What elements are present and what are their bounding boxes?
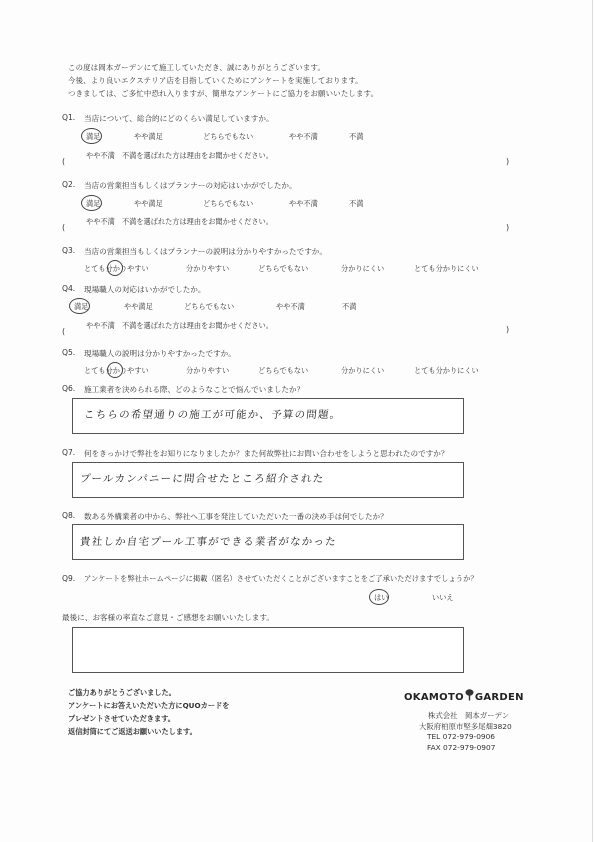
option-dissatisfied[interactable]: 不満 [349, 132, 364, 141]
logo-text-left: OKAMOTO [404, 692, 464, 703]
option-dissatisfied[interactable]: 不満 [342, 302, 357, 311]
question-number: Q4. [62, 284, 76, 293]
option-satisfied[interactable]: 満足 [74, 302, 89, 311]
paren-close: ) [506, 223, 510, 232]
question-text: 数ある外構業者の中から、弊社へ工事を発注していただいた一番の決め手は何でしたか？ [84, 512, 388, 521]
reason-prompt: やや不満 不満を選ばれた方は理由をお聞かせください。 [86, 321, 273, 330]
option-unclear[interactable]: 分かりにくい [341, 366, 385, 375]
selection-circle [81, 195, 102, 211]
paren-open: ( [62, 327, 66, 336]
question-text: アンケートを弊社ホームページに掲載（匿名）させていただくことがございますことをご了承いただけますでしょうか？ [84, 574, 478, 583]
paren-open: ( [62, 157, 66, 166]
question-number: Q1. [62, 113, 76, 122]
intro-line-2: 今後、より良いエクステリア店を目指していくためにアンケートを実施しております。 [68, 76, 363, 85]
scan-edge [592, 0, 593, 842]
question-text: 当店の営業担当もしくはプランナーの説明は分かりやすかったですか。 [84, 247, 327, 256]
company-logo [404, 688, 524, 703]
company-address: 大阪府柏原市堅多尾畑3820 [419, 722, 512, 731]
paren-close: ) [506, 325, 510, 334]
selection-circle [81, 128, 102, 144]
company-tel: TEL 072-979-0906 [427, 732, 496, 741]
reason-prompt: やや不満 不満を選ばれた方は理由をお聞かせください。 [86, 151, 273, 160]
option-satisfied[interactable]: 満足 [86, 199, 101, 208]
question-number: Q8. [62, 511, 76, 520]
question-number: Q3. [62, 246, 76, 255]
question-number: Q9. [62, 574, 76, 583]
option-neutral[interactable]: どちらでもない [203, 199, 254, 208]
footer-line-3: プレゼントさせていただきます。 [68, 714, 175, 723]
option-neutral[interactable]: どちらでもない [258, 264, 309, 273]
footer-line-2: アンケートにお答えいただいた方にQUOカードを [68, 701, 230, 710]
option-dissatisfied[interactable]: 不満 [349, 199, 364, 208]
option-very-clear[interactable]: とても分かりやすい [84, 366, 149, 375]
question-number: Q2. [62, 180, 76, 189]
question-text: 現場職人の説明は分かりやすかったですか。 [84, 349, 236, 358]
question-text: 何をきっかけで弊社をお知りになりましたか？また何故弊社にお問い合わせをしようと思われたのですか？ [84, 449, 449, 458]
intro-line-1: この度は岡本ガーデンにて施工していただき、誠にありがとうございます。 [68, 63, 326, 72]
option-clear[interactable]: 分かりやすい [186, 264, 230, 273]
option-somewhat-dissatisfied[interactable]: やや不満 [289, 132, 318, 141]
question-text: 当店について、総合的にどのくらい満足していますか。 [84, 114, 274, 123]
footer-line-4: 返信封筒にてご返送お願いいたします。 [68, 727, 197, 736]
final-comments-prompt: 最後に、お客様の率直なご意見・ご感想をお願いいたします。 [62, 613, 275, 622]
selection-circle [369, 589, 389, 605]
option-unclear[interactable]: 分かりにくい [341, 264, 385, 273]
option-very-unclear[interactable]: とても分かりにくい [414, 264, 479, 273]
question-text: 施工業者を決められる際、どのようなことで悩んでいましたか？ [84, 385, 305, 394]
option-somewhat-satisfied[interactable]: やや満足 [124, 302, 153, 311]
company-name: 株式会社 岡本ガーデン [428, 711, 510, 720]
intro-line-3: つきましては、ご多忙中恐れ入りますが、簡単なアンケートにご協力をお願いいたします。 [68, 89, 379, 98]
comments-box[interactable] [72, 627, 464, 673]
paren-close: ) [506, 157, 510, 166]
option-neutral[interactable]: どちらでもない [258, 366, 309, 375]
selection-circle [107, 362, 123, 378]
question-text: 当店の営業担当もしくはプランナーの対応はいかがでしたか。 [84, 181, 297, 190]
handwritten-answer: プールカンパニーに問合せたところ紹介された [79, 473, 326, 485]
question-text: 現場職人の対応はいかがでしたか。 [84, 285, 206, 294]
option-very-clear[interactable]: とても分かりやすい [84, 264, 149, 273]
reason-prompt: やや不満 不満を選ばれた方は理由をお聞かせください。 [86, 217, 273, 226]
option-very-unclear[interactable]: とても分かりにくい [414, 366, 479, 375]
option-somewhat-dissatisfied[interactable]: やや不満 [289, 199, 318, 208]
logo-text-right: GARDEN [474, 692, 524, 703]
option-clear[interactable]: 分かりやすい [186, 366, 230, 375]
option-somewhat-satisfied[interactable]: やや満足 [134, 132, 163, 141]
question-number: Q5. [62, 348, 76, 357]
option-somewhat-satisfied[interactable]: やや満足 [134, 199, 163, 208]
selection-circle [69, 298, 90, 314]
selection-circle [107, 260, 123, 276]
option-yes[interactable]: はい [374, 593, 389, 602]
paren-open: ( [62, 223, 66, 232]
option-somewhat-dissatisfied[interactable]: やや不満 [276, 302, 305, 311]
option-satisfied[interactable]: 満足 [86, 132, 101, 141]
option-neutral[interactable]: どちらでもない [184, 302, 235, 311]
footer-line-1: ご協力ありがとうございました。 [68, 688, 176, 697]
option-no[interactable]: いいえ [432, 593, 454, 602]
option-neutral[interactable]: どちらでもない [203, 132, 254, 141]
handwritten-answer: こちらの希望通りの施工が可能か、予算の問題。 [83, 409, 342, 421]
question-number: Q6. [62, 384, 76, 393]
handwritten-answer: 貴社しか自宅プール工事ができる業者がなかった [79, 536, 338, 548]
tree-icon [465, 689, 474, 701]
company-fax: FAX 072-979-0907 [427, 743, 496, 752]
question-number: Q7. [62, 448, 76, 457]
